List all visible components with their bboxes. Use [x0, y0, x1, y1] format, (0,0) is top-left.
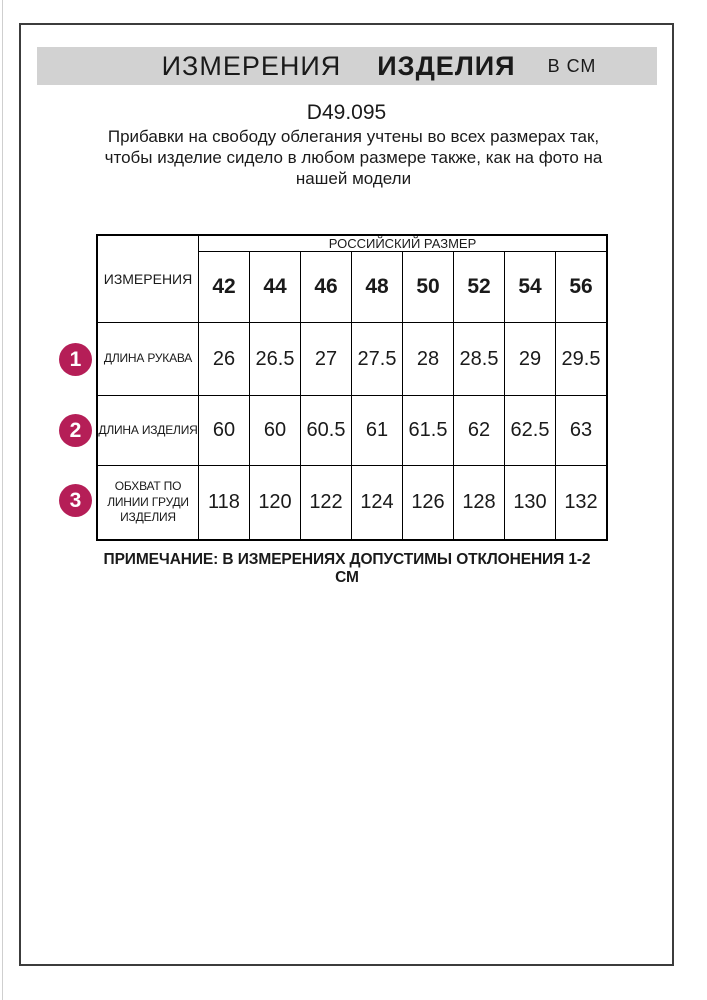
measurement-value: 26.5	[250, 323, 301, 396]
measurements-column-header: ИЗМЕРЕНИЯ	[97, 235, 199, 323]
size-header: 56	[556, 252, 608, 323]
size-group-header: РОССИЙСКИЙ РАЗМЕР	[199, 235, 608, 252]
measurement-value: 27.5	[352, 323, 403, 396]
measurement-value: 118	[199, 466, 250, 541]
size-header: 46	[301, 252, 352, 323]
table-row-sleeve-length	[97, 323, 607, 396]
measurement-value: 130	[505, 466, 556, 541]
table-row-chest-girth	[97, 466, 607, 541]
measurement-value: 28	[403, 323, 454, 396]
row-number-badge: 1	[59, 343, 92, 376]
measurement-value: 27	[301, 323, 352, 396]
table-row-item-length	[97, 396, 607, 466]
measurement-value: 61.5	[403, 396, 454, 466]
note-text: ПРИМЕЧАНИЕ: В ИЗМЕРЕНИЯХ ДОПУСТИМЫ ОТКЛОНЕНИЯ 1-2 СМ	[103, 551, 591, 586]
measurement-value: 26	[199, 323, 250, 396]
measurement-value: 128	[454, 466, 505, 541]
measurement-value: 132	[556, 466, 608, 541]
measurement-value: 62.5	[505, 396, 556, 466]
title-measures-text: ИЗМЕРЕНИЯ	[161, 50, 342, 81]
size-header: 54	[505, 252, 556, 323]
product-description: Прибавки на свободу облегания учтены во всех размерах так, чтобы изделие сидело в любом размере также, как на фото на нашей модели	[104, 127, 603, 188]
size-table	[96, 234, 608, 541]
article-number: D49.095	[306, 101, 387, 124]
size-header: 42	[199, 252, 250, 323]
product-description-wrap	[0, 126, 707, 189]
measurement-value: 63	[556, 396, 608, 466]
measurement-value: 60	[199, 396, 250, 466]
row-label: ДЛИНА РУКАВА	[97, 323, 199, 396]
size-header: 52	[454, 252, 505, 323]
size-header: 44	[250, 252, 301, 323]
measurement-value: 126	[403, 466, 454, 541]
measurement-value: 62	[454, 396, 505, 466]
row-label: ДЛИНА ИЗДЕЛИЯ	[97, 396, 199, 466]
size-header: 48	[352, 252, 403, 323]
measurement-value: 29	[505, 323, 556, 396]
row-number-badge: 3	[59, 484, 92, 517]
measurement-value: 124	[352, 466, 403, 541]
page-title	[37, 47, 657, 85]
title-product-text: ИЗДЕЛИЯ	[377, 50, 516, 81]
measurement-value: 61	[352, 396, 403, 466]
title-units-text: В СМ	[547, 55, 597, 76]
size-header: 50	[403, 252, 454, 323]
measurement-value: 122	[301, 466, 352, 541]
row-number-badge: 2	[59, 414, 92, 447]
measurement-value: 28.5	[454, 323, 505, 396]
measurement-value: 120	[250, 466, 301, 541]
measurement-value: 60	[250, 396, 301, 466]
measurement-value: 29.5	[556, 323, 608, 396]
size-group-row	[97, 235, 607, 252]
row-label: ОБХВАТ ПО ЛИНИИ ГРУДИ ИЗДЕЛИЯ	[97, 466, 199, 541]
measurement-value: 60.5	[301, 396, 352, 466]
